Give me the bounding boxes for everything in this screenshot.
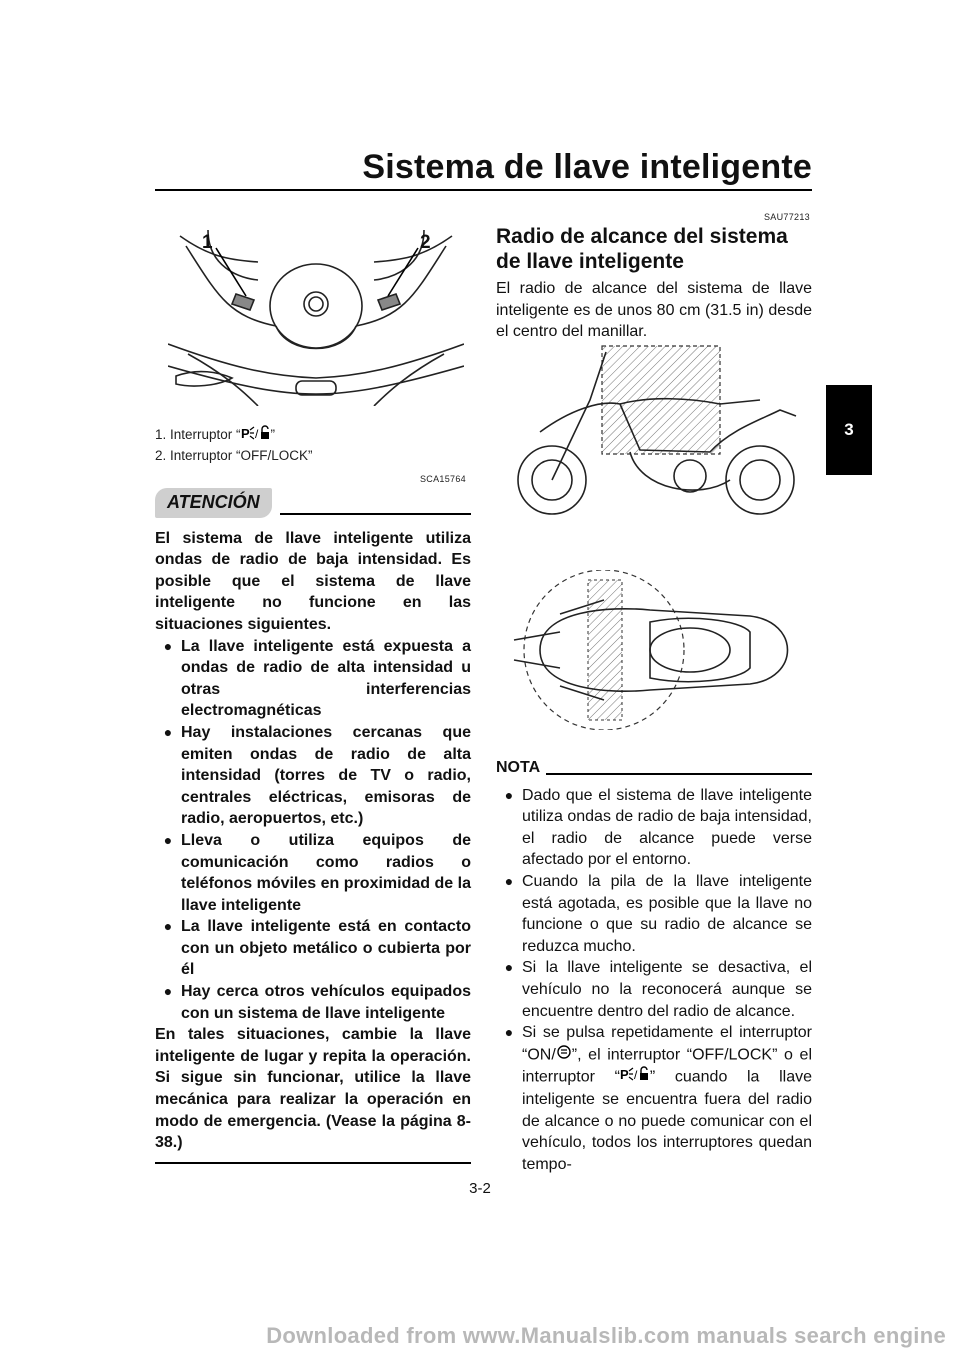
nota-header-rule [546,773,812,775]
section-code: SAU77213 [764,212,810,222]
svg-text:/: / [633,1068,638,1083]
svg-text:/: / [254,427,258,441]
caption-item-1: 1. Interruptor “ P / ” [155,425,471,446]
warning-code: SCA15764 [420,474,466,484]
section-heading: Radio de alcance del sistema de llave inteligente [496,225,788,273]
warning-list [155,636,471,1025]
nota-item: ● Cuando la pila de la llave inteligente está agotada, es posible que la llave no funcione o que su radio de alcance se reduzca mucho. [504,872,812,955]
warning-item: ● La llave inteligente está en contacto con un objeto metálico o cubierta por él [163,918,471,979]
page-title: Sistema de llave inteligente [362,148,812,186]
warning-header-rule [280,513,471,515]
caption-item-2: 2. Interruptor “OFF/LOCK” [155,448,313,463]
nota-block [496,757,812,1175]
svg-text:P: P [240,426,250,441]
header-rule [155,189,812,191]
callout-1: 1 [202,232,213,253]
warning-item: ● La llave inteligente está expuesta a ondas de radio de alta intensidad u otras interferencias electromagnéticas [163,637,471,720]
warning-intro: El sistema de llave inteligente utiliza ondas de radio de baja intensidad. Es posible que el sistema de llave inteligente no funcione en las situaciones siguientes. [155,529,471,633]
nota-label: NOTA [496,759,541,776]
unlock-key-icon [620,1066,650,1089]
warning-block [155,488,471,1164]
warning-item: ● Hay cerca otros vehículos equipados con un sistema de llave inteligente [163,983,471,1022]
nota-item: ● Si la llave inteligente se desactiva, el vehículo no la reconocerá aunque se encuentre dentro del radio de alcance. [504,959,812,1020]
svg-text:P: P [619,1067,629,1083]
scooter-top-view-figure [500,570,812,730]
nota-item: ● Si se pulsa repetidamente el interruptor “ON/ ”, el interruptor “OFF/LOCK” o el interruptor “ P / ” cuando la llave inteligente se encuentra fuera del radio de alcance o no puede comunicar con el vehículo, todos los interruptores quedan tempo- [504,1024,812,1173]
callout-2: 2 [420,232,431,253]
warning-item: ● Hay instalaciones cercanas que emiten ondas de radio de alta intensidad (torres de TV o radio, centrales eléctricas, emisoras de radio, aeropuertos, etc.) [163,723,471,828]
section-body: El radio de alcance del sistema de llave inteligente es de unos 80 cm (31.5 in) desde el centro del manillar. [496,280,812,341]
scooter-side-view-figure [510,340,806,535]
warning-label: ATENCIÓN [155,488,272,518]
nota-list [496,785,812,1176]
section [496,224,812,343]
nota-header [496,757,812,779]
nota-item: ● Dado que el sistema de llave inteligente utiliza ondas de radio de baja intensidad, el radio de alcance puede verse afectado por el entorno. [504,786,812,869]
page-number: 3-2 [469,1180,491,1197]
unlock-key-icon [241,425,271,446]
footer-watermark[interactable]: Downloaded from www.Manualslib.com manuals search engine [266,1323,946,1348]
warning-header [155,488,471,518]
warning-closing: En tales situaciones, cambie la llave inteligente de lugar y repita la operación. Si sigue sin funcionar, utilice la llave mecánica para realizar la operación en modo de emergencia. (Vease la página 8-38.) [155,1026,471,1152]
warning-item: ● Lleva o utiliza equipos de comunicación como radios o teléfonos móviles en proximidad de la llave inteligente [163,831,471,914]
warning-end-rule [155,1162,471,1164]
figure-captions [155,425,471,465]
start-key-icon [556,1044,572,1067]
chapter-tab: 3 [826,385,872,475]
